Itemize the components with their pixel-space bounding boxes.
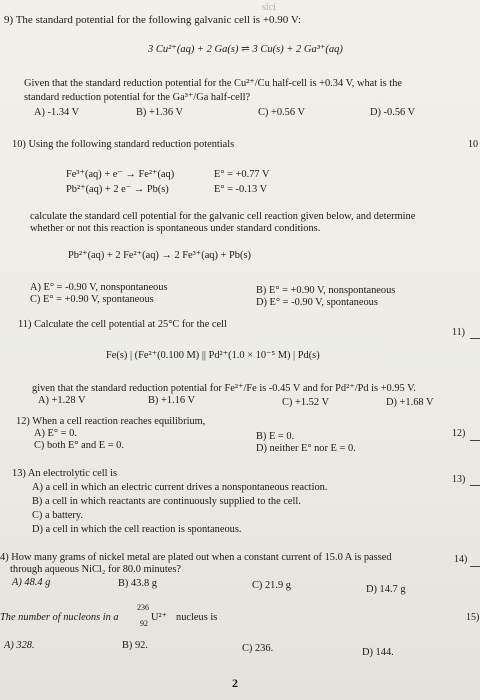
q10-half-reaction-2: Pb²⁺(aq) + 2 e⁻ → Pb(s) xyxy=(66,184,169,195)
q15-isotope-mass-number: 236 xyxy=(137,603,149,612)
q13-choice-d[interactable]: D) a cell in which the cell reaction is spontaneous. xyxy=(32,524,242,535)
q12-margin-label: 12) xyxy=(452,428,466,439)
q15-choice-a[interactable]: A) 328. xyxy=(4,640,35,651)
q14-choice-c[interactable]: C) 21.9 g xyxy=(252,580,291,591)
q15-choice-b[interactable]: B) 92. xyxy=(122,640,148,651)
q15-isotope-atomic-number: 92 xyxy=(140,619,148,628)
q11-stem: 11) Calculate the cell potential at 25°C for the cell xyxy=(18,319,227,330)
q9-choice-a[interactable]: A) -1.34 V xyxy=(34,107,80,118)
q11-answer-blank[interactable] xyxy=(470,338,480,339)
q13-answer-blank[interactable] xyxy=(470,485,480,486)
q11-given: given that the standard reduction potential for Fe²⁺/Fe is -0.45 V and for Pd²⁺/Pd is +0.95 V. xyxy=(32,383,416,394)
q10-half-reaction-2-potential: E° = -0.13 V xyxy=(214,184,268,195)
q10-margin-number: 10 xyxy=(468,139,478,150)
q9-choice-c[interactable]: C) +0.56 V xyxy=(258,107,305,118)
q14-margin-label: 14) xyxy=(454,554,468,565)
q12-choice-b[interactable]: B) E = 0. xyxy=(256,431,295,442)
q12-answer-blank[interactable] xyxy=(470,440,480,441)
bleed-through-text: sici xyxy=(262,2,276,13)
q11-choice-d[interactable]: D) +1.68 V xyxy=(386,397,434,408)
q9-given-line2: standard reduction potential for the Ga³⁺/Ga half-cell? xyxy=(24,92,251,103)
q11-choice-a[interactable]: A) +1.28 V xyxy=(38,395,86,406)
q11-choice-c[interactable]: C) +1.52 V xyxy=(282,397,329,408)
q13-stem: 13) An electrolytic cell is xyxy=(12,468,118,479)
q9-reaction: 3 Cu²⁺(aq) + 2 Ga(s) ⇌ 3 Cu(s) + 2 Ga³⁺(aq) xyxy=(148,44,343,55)
q9-choice-d[interactable]: D) -0.56 V xyxy=(370,107,416,118)
q13-choice-c[interactable]: C) a battery. xyxy=(32,510,83,521)
q11-margin-label: 11) xyxy=(452,327,465,338)
q13-choice-a[interactable]: A) a cell in which an electric current drives a nonspontaneous reaction. xyxy=(32,482,328,493)
q14-choice-d[interactable]: D) 14.7 g xyxy=(366,584,406,595)
q9-choice-b[interactable]: B) +1.36 V xyxy=(136,107,183,118)
q14-stem-line1: 4) How many grams of nickel metal are plated out when a constant current of 15.0 A is passed xyxy=(0,552,392,563)
q10-stem: 10) Using the following standard reduction potentials xyxy=(12,139,235,150)
q14-stem-line2: through aqueous NiCl₂ for 80.0 minutes? xyxy=(10,564,182,575)
q10-half-reaction-1: Fe³⁺(aq) + e⁻ → Fe²⁺(aq) xyxy=(66,169,175,180)
q10-reaction: Pb²⁺(aq) + 2 Fe²⁺(aq) → 2 Fe³⁺(aq) + Pb(s) xyxy=(68,250,251,261)
q15-stem-before: The number of nucleons in a xyxy=(0,612,119,623)
q14-choice-b[interactable]: B) 43.8 g xyxy=(118,578,157,589)
q12-choice-c[interactable]: C) both E° and E = 0. xyxy=(34,440,124,451)
q15-stem-after: nucleus is xyxy=(176,612,218,623)
q13-choice-b[interactable]: B) a cell in which reactants are continuously supplied to the cell. xyxy=(32,496,301,507)
q12-choice-d[interactable]: D) neither E° nor E = 0. xyxy=(256,443,356,454)
q14-answer-blank[interactable] xyxy=(470,566,480,567)
q10-half-reaction-1-potential: E° = +0.77 V xyxy=(214,169,270,180)
q12-stem: 12) When a cell reaction reaches equilibrium, xyxy=(16,416,206,427)
q11-cell-notation: Fe(s) | (Fe²⁺(0.100 M) || Pd²⁺(1.0 × 10⁻⁵ M) | Pd(s) xyxy=(106,350,320,361)
q15-choice-c[interactable]: C) 236. xyxy=(242,643,274,654)
q10-choice-d[interactable]: D) E° = -0.90 V, spontaneous xyxy=(256,297,378,308)
q10-choice-c[interactable]: C) E° = +0.90 V, spontaneous xyxy=(30,294,154,305)
q13-margin-label: 13) xyxy=(452,474,466,485)
q14-choice-a[interactable]: A) 48.4 g xyxy=(12,577,51,588)
q10-choice-b[interactable]: B) E° = +0.90 V, nonspontaneous xyxy=(256,285,396,296)
q12-choice-a[interactable]: A) E° = 0. xyxy=(34,428,77,439)
q10-calc-line1: calculate the standard cell potential for the galvanic cell reaction given below, and determine xyxy=(30,211,416,222)
q15-isotope-symbol: U²⁺ xyxy=(151,612,168,623)
q10-calc-line2: whether or not this reaction is spontaneous under standard conditions. xyxy=(30,223,321,234)
q10-choice-a[interactable]: A) E° = -0.90 V, nonspontaneous xyxy=(30,282,168,293)
q9-given-line1: Given that the standard reduction potential for the Cu²⁺/Cu half-cell is +0.34 V, what is the xyxy=(24,78,402,89)
page-number: 2 xyxy=(232,676,238,690)
q11-choice-b[interactable]: B) +1.16 V xyxy=(148,395,195,406)
q9-stem: 9) The standard potential for the following galvanic cell is +0.90 V: xyxy=(4,14,302,26)
q15-margin-label: 15) xyxy=(466,612,480,623)
q15-choice-d[interactable]: D) 144. xyxy=(362,647,394,658)
